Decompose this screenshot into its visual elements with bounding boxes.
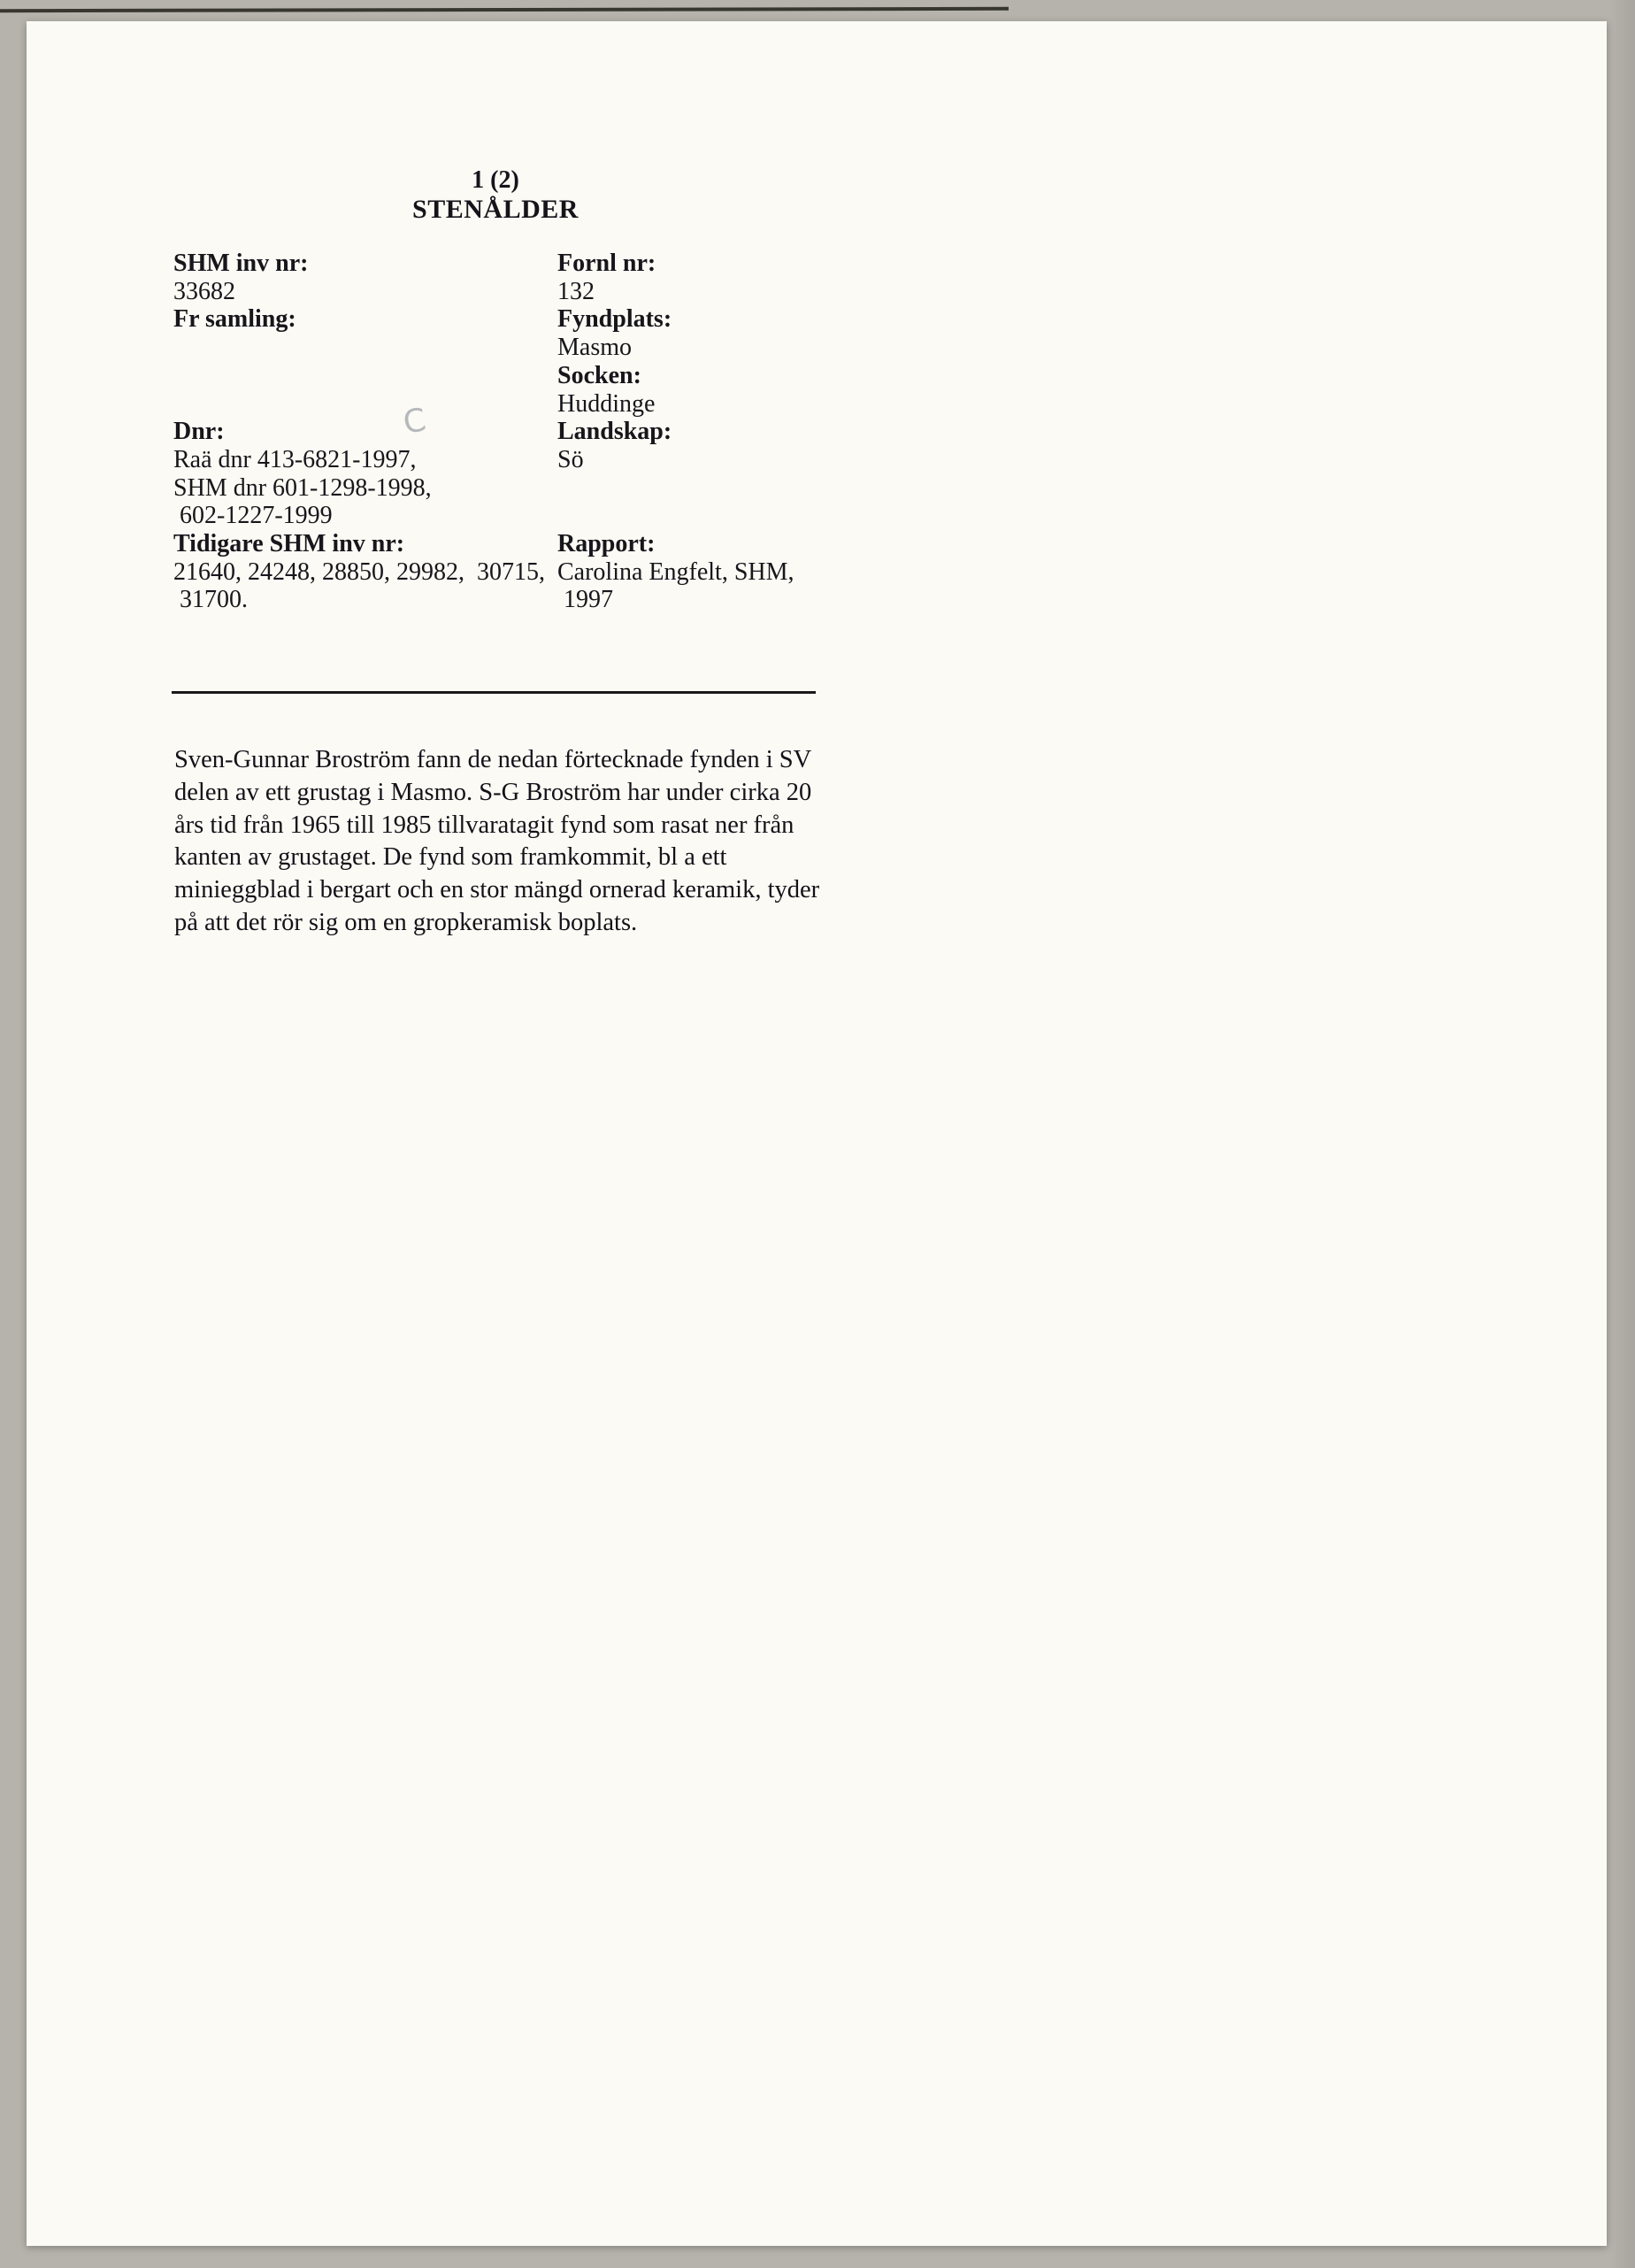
right-column — [557, 250, 858, 614]
scan-edge-artifact — [0, 7, 1009, 12]
tidigare-shm-value-line1: 21640, 24248, 28850, 29982, 30715, — [173, 557, 545, 586]
spacer-line — [557, 474, 858, 503]
fornl-value: 132 — [557, 277, 595, 305]
dnr-value-line3: 602-1227-1999 — [173, 502, 333, 530]
dnr-label: Dnr: — [173, 418, 225, 446]
rapport-value-line2: 1997 — [557, 586, 613, 614]
page-header — [310, 166, 681, 225]
spacer-line — [557, 502, 858, 530]
socken-label: Socken: — [557, 361, 641, 389]
landskap-value: Sö — [557, 445, 584, 473]
spacer-line — [173, 362, 563, 390]
fr-samling-label: Fr samling: — [173, 305, 296, 334]
shm-inv-value: 33682 — [173, 277, 235, 305]
dnr-value-line1: Raä dnr 413-6821-1997, — [173, 445, 417, 473]
fyndplats-value: Masmo — [557, 334, 632, 362]
rapport-label: Rapport: — [557, 530, 656, 557]
left-column — [173, 250, 563, 614]
handwritten-mark: C — [400, 402, 429, 442]
landskap-label: Landskap: — [557, 418, 672, 446]
dnr-value-line2: SHM dnr 601-1298-1998, — [173, 473, 432, 502]
tidigare-shm-label: Tidigare SHM inv nr: — [173, 529, 405, 557]
fyndplats-label: Fyndplats: — [557, 305, 672, 334]
horizontal-divider — [172, 691, 816, 694]
document-page — [27, 21, 1607, 2246]
body-paragraph: Sven-Gunnar Broström fann de nedan förtecknade fynden i SV delen av ett grustag i Masmo. S-G Broström har under cirka 20 års tid från 1965 till 1985 tillvaratagit fynd som rasat ner från kanten av grustaget. De fynd som framkommit, bl a ett minieggblad i bergart och en stor mängd ornerad keramik, tyder på att det rör sig om en gropkeramisk boplats. — [174, 746, 820, 936]
tidigare-shm-value-line2: 31700. — [173, 586, 248, 614]
fornl-label: Fornl nr: — [557, 250, 656, 277]
socken-value: Huddinge — [557, 389, 656, 418]
spacer-line — [173, 389, 563, 418]
rapport-value-line1: Carolina Engfelt, SHM, — [557, 557, 794, 586]
shm-inv-label: SHM inv nr: — [173, 250, 309, 277]
spacer-line — [173, 334, 563, 362]
scan-shadow — [1608, 0, 1635, 2268]
document-title: STENÅLDER — [412, 195, 579, 224]
page-number: 1 (2) — [472, 166, 519, 194]
